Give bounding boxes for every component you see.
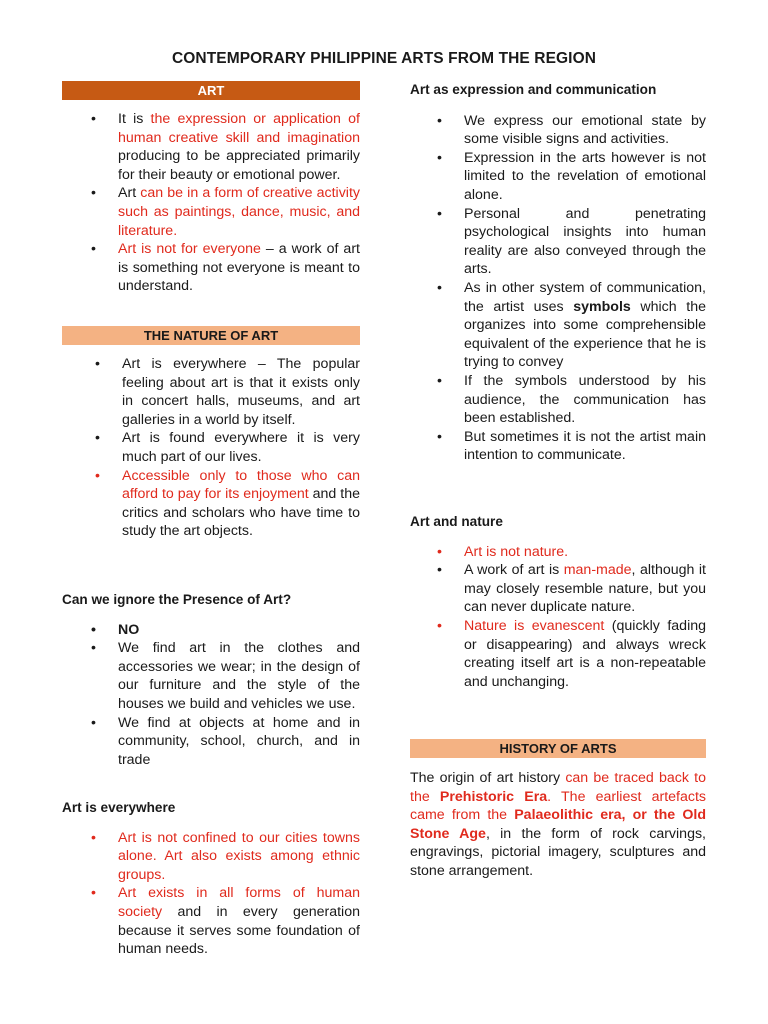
list-item: • But sometimes it is not the artist main intention to communicate. [464, 428, 706, 465]
art-nature-list [464, 543, 706, 692]
history-section [410, 739, 706, 881]
list-item: • Art is found everywhere it is very much part of our lives. [122, 429, 360, 466]
art-heading-bar: ART [62, 81, 360, 100]
list-item: • We express our emotional state by some visible signs and activities. [464, 112, 706, 149]
list-item: • A work of art is man-made, although it may closely resemble nature, but you can never duplicate nature. [464, 561, 706, 617]
ignore-heading: Can we ignore the Presence of Art? [62, 592, 292, 607]
history-heading-bar: HISTORY OF ARTS [410, 739, 706, 758]
expression-section [410, 81, 706, 465]
list-item: • Art is not nature. [464, 543, 706, 562]
art-nature-heading: Art and nature [410, 514, 503, 529]
list-item: • Nature is evanescent (quickly fading or disappearing) and always wreck creating itself art is a non-repeatable and unchanging. [464, 617, 706, 691]
art-list [118, 110, 360, 296]
list-item: • Art is not confined to our cities towns alone. Art also exists among ethnic groups. [118, 829, 360, 885]
list-item: • Expression in the arts however is not limited to the revelation of emotional alone. [464, 149, 706, 205]
ignore-list [118, 621, 360, 770]
list-item: • It is the expression or application of human creative skill and imagination producing to be appreciated primarily for their beauty or emotional power. [118, 110, 360, 184]
history-paragraph: The origin of art history can be traced back to the Prehistoric Era. The earliest artefacts came from the Palaeolithic era, or the Old Stone Age, in the form of rock carvings, engravings, pictorial imagery, sculptures and stone arrangement. [410, 770, 707, 879]
nature-of-art-heading-bar: THE NATURE OF ART [62, 326, 360, 345]
expression-list [464, 112, 706, 465]
list-item: • NO [118, 621, 360, 640]
list-item: • If the symbols understood by his audience, the communication has been established. [464, 372, 706, 428]
everywhere-list [118, 829, 360, 959]
art-section [62, 81, 360, 296]
list-item: • We find art in the clothes and accessories we wear; in the design of our furniture and the style of the houses we build and vehicles we use. [118, 639, 360, 713]
list-item: • Accessible only to those who can afford to pay for its enjoyment and the critics and scholars who have time to study the art objects. [122, 467, 360, 541]
list-item: • Art is not for everyone – a work of art is something not everyone is meant to understand. [118, 240, 360, 296]
list-item: • We find at objects at home and in community, school, church, and in trade [118, 714, 360, 770]
list-item: • As in other system of communication, the artist uses symbols which the organizes into some comprehensible equivalent of the experience that he is trying to convey [464, 279, 706, 372]
list-item: • Art is everywhere – The popular feeling about art is that it exists only in concert halls, museums, and art galleries in a world by itself. [122, 355, 360, 429]
nature-of-art-section [62, 326, 360, 541]
everywhere-section [62, 799, 360, 959]
page-title: CONTEMPORARY PHILIPPINE ARTS FROM THE REGION [171, 50, 597, 67]
list-item: • Art can be in a form of creative activity such as paintings, dance, music, and literature. [118, 184, 360, 240]
art-nature-section [410, 513, 706, 691]
expression-heading: Art as expression and communication [410, 82, 657, 97]
everywhere-heading: Art is everywhere [62, 800, 176, 815]
list-item: • Art exists in all forms of human society and in every generation because it serves some foundation of human needs. [118, 884, 360, 958]
list-item: • Personal and penetrating psychological insights into human reality are also conveyed through the arts. [464, 205, 706, 279]
nature-of-art-list [122, 355, 360, 541]
ignore-section [62, 591, 360, 769]
